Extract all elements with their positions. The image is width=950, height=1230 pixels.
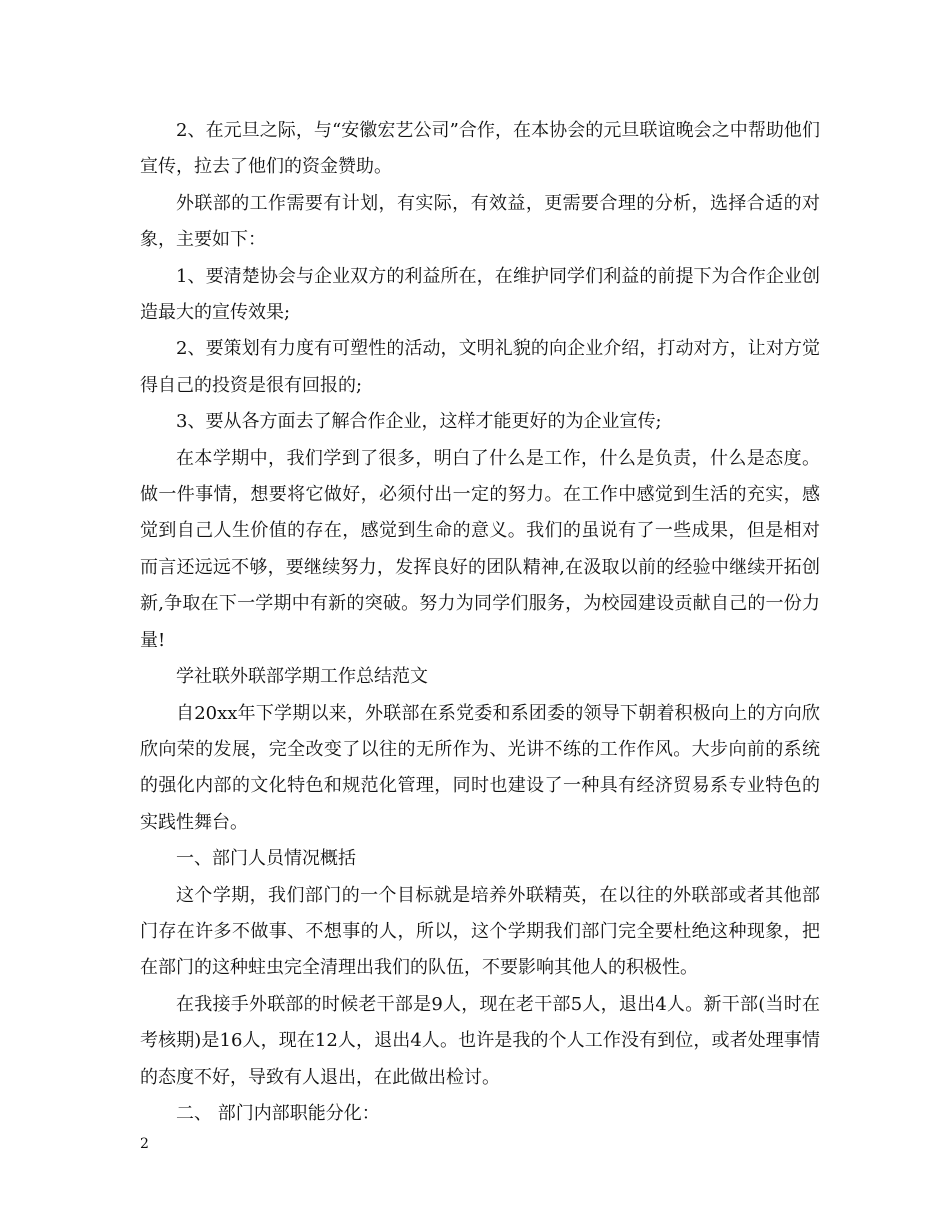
paragraph-principle-1: 1、要清楚协会与企业双方的利益所在，在维护同学们利益的前提下为合作企业创造最大的宣传效果; (140, 265, 820, 324)
section-title: 学社联外联部学期工作总结范文 (176, 666, 428, 688)
paragraph-department-goal: 这个学期，我们部门的一个目标就是培养外联精英，在以往的外联部或者其他部门存在许多不做事、不想事的人，所以，这个学期我们部门完全要杜绝这种现象，把在部门的这种蛀虫完全清理出我们的队伍，不要影响其他人的积极性。 (140, 884, 820, 979)
paragraph-staff-changes: 在我接手外联部的时候老干部是9人，现在老干部5人，退出4人。新干部(当时在考核期)是16人，现在12人，退出4人。也许是我的个人工作没有到位，或者处理事情的态度不好，导致有人退出，在此做出检讨。 (140, 993, 820, 1088)
section-heading-functional-division: 二、 部门内部职能分化： (176, 1102, 380, 1124)
page-number: 2 (140, 1136, 149, 1152)
paragraph-principle-3: 3、要从各方面去了解合作企业，这样才能更好的为企业宣传; (176, 411, 662, 433)
section-heading-staff-overview: 一、部门人员情况概括 (176, 848, 356, 870)
paragraph-semester-reflection: 在本学期中，我们学到了很多，明白了什么是工作，什么是负责，什么是态度。做一件事情，想要将它做好，必须付出一定的努力。在工作中感觉到生活的充实，感觉到自己人生价值的存在，感觉到生命的意义。我们的虽说有了一些成果，但是相对而言还远远不够，要继续努力，发挥良好的团队精神,在汲取以前的经验中继续开拓创新,争取在下一学期中有新的突破。努力为同学们服务，为校园建设贡献自己的一份力量! (140, 447, 820, 651)
paragraph-work-principles: 外联部的工作需要有计划，有实际，有效益，更需要合理的分析，选择合适的对象，主要如下： (140, 192, 820, 251)
paragraph-principle-2: 2、要策划有力度有可塑性的活动，文明礼貌的向企业介绍，打动对方，让对方觉得自己的投资是很有回报的; (140, 338, 820, 396)
document-body (140, 113, 820, 1132)
paragraph-department-development: 自20xx年下学期以来，外联部在系党委和系团委的领导下朝着积极向上的方向欣欣向荣的发展，完全改变了以往的无所作为、光讲不练的工作作风。大步向前的系统的强化内部的文化特色和规范化管理，同时也建设了一种具有经济贸易系专业特色的实践性舞台。 (140, 702, 820, 833)
paragraph-cooperation-item-2: 2、在元旦之际，与“安徽宏艺公司”合作，在本协会的元旦联谊晚会之中帮助他们宣传，拉去了他们的资金赞助。 (140, 120, 820, 178)
